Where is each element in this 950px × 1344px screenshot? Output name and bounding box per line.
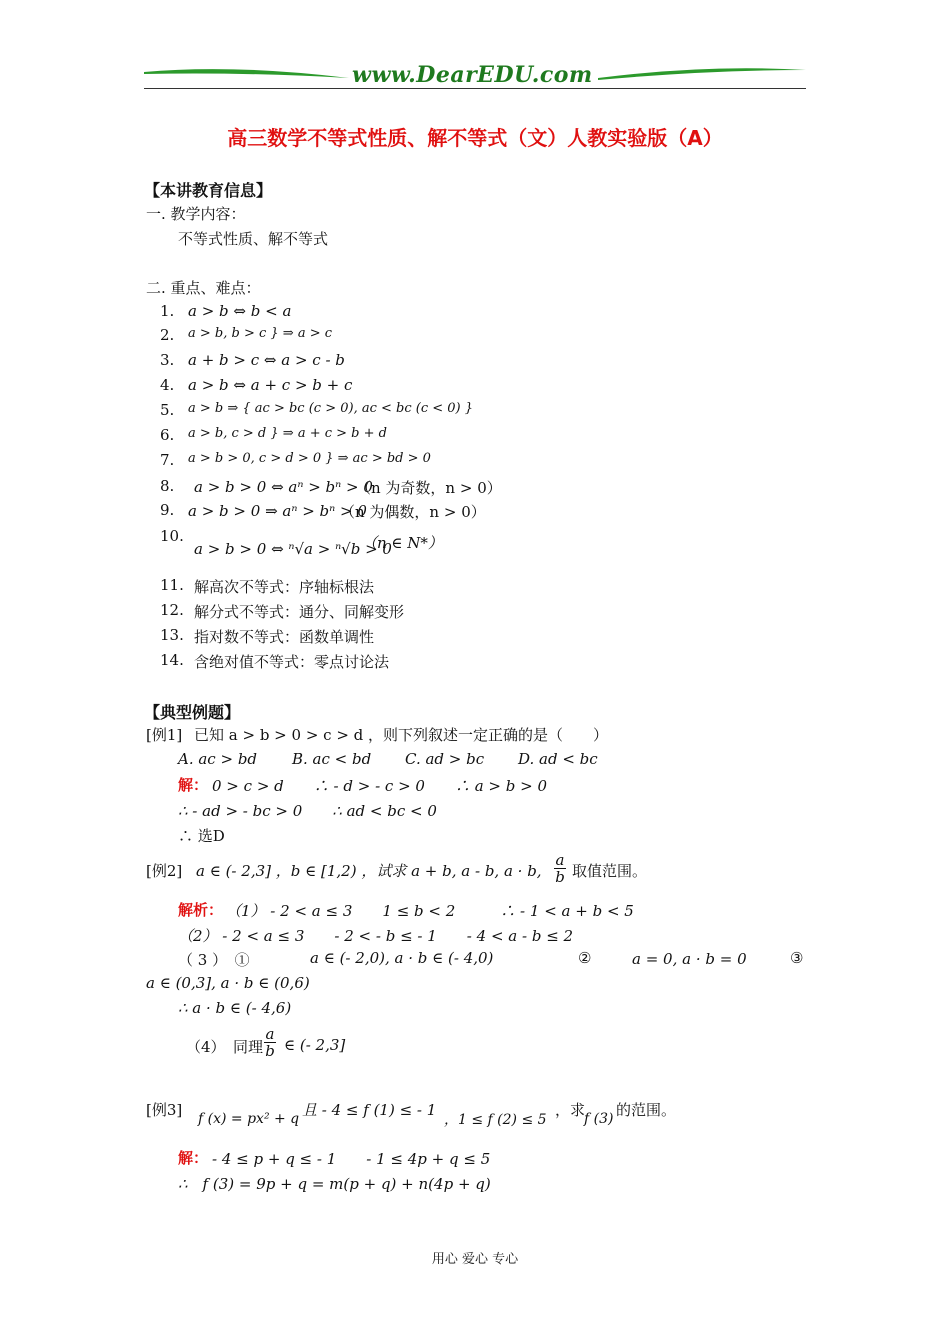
example-label: [例1]	[146, 726, 183, 744]
example-stem: 的范围。	[616, 1101, 677, 1119]
solution-line: ∈ (- 2,3]	[284, 1036, 346, 1054]
solution-line: - 4 ≤ p + q ≤ - 1 - 1 ≤ 4p + q ≤ 5	[212, 1150, 491, 1168]
example-stem: ，1 ≤ f (2) ≤ 5	[444, 1112, 547, 1128]
keypoints-label: 二. 重点、难点：	[146, 279, 261, 297]
solution-line: 0 > c > d ∴ - d > - c > 0 ∴ a > b > 0	[212, 777, 548, 795]
item-number: 9.	[160, 501, 175, 519]
example-stem: ，求	[555, 1101, 586, 1119]
example-stem: a ∈ (- 2,3] ，b ∈ [1,2) ，试求 a + b, a - b, a · b,	[196, 862, 542, 880]
solution-line: ∴ f (3) = 9p + q = m(p + q) + n(4p + q)	[178, 1175, 491, 1193]
solution-label: 解：	[178, 776, 209, 794]
item-expr: a > b ⇔ b < a	[188, 302, 292, 320]
item-expr: a > b ⇔ a + c > b + c	[188, 376, 353, 394]
item-expr: 指对数不等式：函数单调性	[194, 628, 375, 646]
item-expr: 含绝对值不等式：零点讨论法	[194, 653, 390, 671]
item-number: 6.	[160, 426, 175, 444]
item-number: 1.	[160, 302, 175, 320]
example-stem-end: 取值范围。	[572, 862, 648, 880]
example-stem: f (x) = px² + q	[198, 1111, 300, 1127]
solution-line: ③	[790, 949, 804, 967]
item-expr: a > b > 0 ⇔ aⁿ > bⁿ > 0	[194, 478, 373, 496]
header-rule	[144, 88, 806, 89]
item-number: 3.	[160, 351, 175, 369]
option-c: C. ad > bc	[405, 750, 485, 768]
option-a: A. ac > bd	[178, 750, 258, 768]
section-heading-info: 【本讲教育信息】	[144, 181, 273, 200]
item-expr: a > b, c > d } ⇒ a + c > b + d	[188, 426, 387, 441]
option-b: B. ac < bd	[292, 750, 372, 768]
content-text: 不等式性质、解不等式	[178, 230, 329, 248]
item-expr: 解高次不等式：序轴标根法	[194, 578, 375, 596]
item-number: 10.	[160, 527, 184, 545]
item-expr: a > b > 0 ⇒ aⁿ > bⁿ > 0	[188, 502, 367, 520]
solution-line: a ∈ (- 2,0), a · b ∈ (- 4,0)	[310, 949, 494, 967]
item-note: （n 为奇数，n > 0）	[356, 479, 502, 497]
example-label: [例2]	[146, 862, 183, 880]
page-footer: 用心 爱心 专心	[431, 1252, 519, 1267]
item-number: 14.	[160, 651, 184, 669]
item-expr: 解分式不等式：通分、同解变形	[194, 603, 405, 621]
site-logo-text: www.DearEDU.com	[352, 62, 593, 88]
item-number: 4.	[160, 376, 175, 394]
solution-line: （2） - 2 < a ≤ 3 - 2 < - b ≤ - 1 - 4 < a - b ≤ 2	[178, 927, 574, 945]
solution-line: a = 0, a · b = 0	[632, 950, 747, 968]
item-number: 11.	[160, 576, 184, 594]
item-expr: a > b > 0 ⇔ ⁿ√a > ⁿ√b > 0	[194, 540, 392, 558]
example-label: [例3]	[146, 1101, 183, 1119]
example-stem: f (3)	[584, 1111, 614, 1127]
right-swoosh	[598, 62, 808, 88]
item-number: 13.	[160, 626, 184, 644]
solution-line: ∴ 选D	[178, 827, 225, 845]
solution-line: （4） 同理	[186, 1038, 264, 1056]
item-expr: a + b > c ⇔ a > c - b	[188, 351, 345, 369]
item-number: 8.	[160, 477, 175, 495]
item-number: 5.	[160, 401, 175, 419]
fraction-a-over-b: $\frac{a}{b}$	[555, 851, 565, 886]
solution-line: a ∈ (0,3], a · b ∈ (0,6)	[146, 974, 310, 992]
solution-line: （ 3 ） ①	[178, 951, 250, 969]
section-heading-examples: 【典型例题】	[144, 703, 241, 722]
item-note: （n 为偶数，n > 0）	[340, 503, 486, 521]
item-expr: a > b > 0, c > d > 0 } ⇒ ac > bd > 0	[188, 451, 431, 466]
solution-label: 解析：	[178, 901, 224, 919]
solution-line: ∴ a · b ∈ (- 4,6)	[178, 999, 292, 1017]
item-note: （n ∈ N*）	[362, 534, 443, 552]
solution-line: （1） - 2 < a ≤ 3 1 ≤ b < 2 ∴ - 1 < a + b < 5	[226, 902, 634, 920]
item-number: 12.	[160, 601, 184, 619]
left-swoosh	[144, 62, 354, 88]
solution-label: 解：	[178, 1149, 209, 1167]
item-expr: a > b, b > c } ⇒ a > c	[188, 326, 333, 341]
solution-line: ∴ - ad > - bc > 0 ∴ ad < bc < 0	[178, 802, 437, 820]
item-expr: a > b ⇒ { ac > bc (c > 0), ac < bc (c < 0) }	[188, 401, 474, 416]
example-stem: 且 - 4 ≤ f (1) ≤ - 1	[302, 1101, 437, 1119]
option-d: D. ad < bc	[518, 750, 598, 768]
solution-line: ②	[578, 949, 592, 967]
item-number: 7.	[160, 451, 175, 469]
item-number: 2.	[160, 326, 175, 344]
example-stem: 已知 a > b > 0 > c > d ，则下列叙述一定正确的是（ ）	[194, 726, 609, 744]
fraction-a-over-b: $\frac{a}{b}$	[265, 1025, 275, 1060]
content-label: 一. 教学内容：	[146, 205, 246, 223]
page-title: 高三数学不等式性质、解不等式（文）人教实验版（A）	[227, 126, 723, 150]
